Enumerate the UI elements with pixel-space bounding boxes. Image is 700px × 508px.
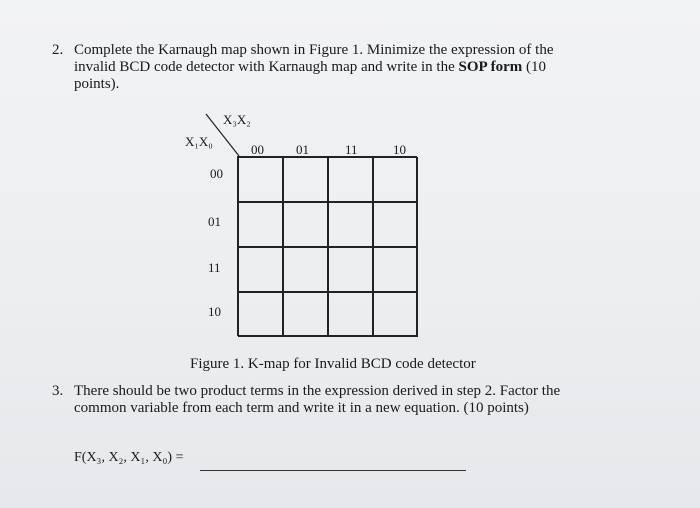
kmap-cell[interactable] xyxy=(328,157,373,202)
question-2-line-2-end: (10 xyxy=(522,59,546,75)
kmap-row-label: 10 xyxy=(208,304,221,319)
kmap-col-label: 10 xyxy=(393,142,406,157)
kmap-cell[interactable] xyxy=(283,202,328,247)
kmap-cell[interactable] xyxy=(328,202,373,247)
kmap-cell[interactable] xyxy=(373,202,418,247)
kmap-cell[interactable] xyxy=(238,247,283,292)
question-2-number: 2. xyxy=(52,42,64,58)
question-2-line-3: points). xyxy=(74,76,120,92)
sop-form-emphasis: SOP form xyxy=(458,59,523,75)
kmap-cell[interactable] xyxy=(373,157,418,202)
kmap-cell[interactable] xyxy=(238,157,283,202)
kmap-cell[interactable] xyxy=(328,292,373,337)
question-2-line-1: Complete the Karnaugh map shown in Figure 1. Minimize the expression of the xyxy=(74,42,554,58)
kmap-col-label: 00 xyxy=(251,142,264,157)
kmap-cell[interactable] xyxy=(328,247,373,292)
kmap-cell[interactable] xyxy=(238,202,283,247)
karnaugh-map xyxy=(183,112,483,342)
kmap-cell[interactable] xyxy=(373,292,418,337)
kmap-cell[interactable] xyxy=(283,157,328,202)
question-2-line-2-start: invalid BCD code detector with Karnaugh map and write in the xyxy=(74,59,459,75)
question-2-line-2 xyxy=(74,59,554,76)
kmap-col-label: 11 xyxy=(345,142,358,157)
question-3-text xyxy=(74,383,560,417)
function-label: F(X₃, X₂, X₁, X₀) = xyxy=(74,450,184,465)
question-3-number: 3. xyxy=(52,383,64,399)
question-2-text xyxy=(74,42,554,93)
kmap-col-label: 01 xyxy=(296,142,309,157)
kmap-row-label: 11 xyxy=(208,260,221,275)
kmap-cell[interactable] xyxy=(283,292,328,337)
kmap-row-label: 01 xyxy=(208,214,221,229)
figure-caption: Figure 1. K-map for Invalid BCD code detector xyxy=(190,356,476,372)
kmap-cell[interactable] xyxy=(238,292,283,337)
kmap-cell[interactable] xyxy=(283,247,328,292)
kmap-cell[interactable] xyxy=(373,247,418,292)
question-3-line-1: There should be two product terms in the expression derived in step 2. Factor the xyxy=(74,383,561,399)
question-3-line-2: common variable from each term and write it in a new equation. (10 points) xyxy=(74,400,529,416)
kmap-row-label: 00 xyxy=(210,166,223,181)
answer-blank-line[interactable] xyxy=(200,470,466,471)
kmap-grid xyxy=(237,156,417,336)
kmap-row-variables: X₁X₀ xyxy=(185,134,213,149)
kmap-column-variables: X₃X₂ xyxy=(223,112,251,127)
